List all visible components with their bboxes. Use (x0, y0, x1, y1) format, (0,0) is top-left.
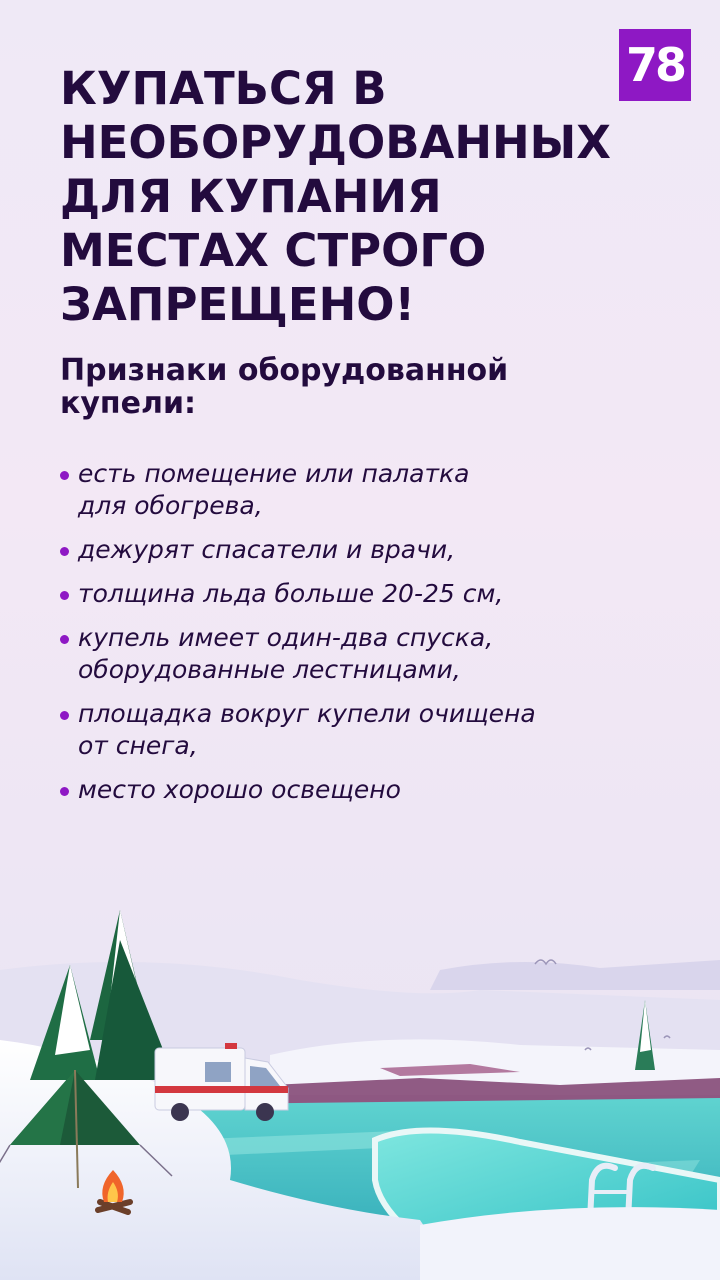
bullet-icon (60, 711, 69, 720)
title-line: ЗАПРЕЩЕНО! (60, 278, 416, 331)
subtitle-line: Признаки оборудованной (60, 353, 509, 388)
list-item-line: дежурят спасатели и врачи, (78, 535, 456, 564)
list-item (60, 534, 690, 566)
winter-scene-illustration (0, 880, 720, 1280)
list-item (60, 774, 690, 806)
list-item-line: толщина льда больше 20-25 см, (78, 579, 504, 608)
list-item (60, 578, 690, 610)
signs-list (60, 458, 690, 818)
title-line: МЕСТАХ СТРОГО (60, 224, 487, 277)
page-title (60, 62, 680, 332)
bullet-icon (60, 787, 69, 796)
list-item (60, 698, 690, 762)
title-line: НЕОБОРУДОВАННЫХ (60, 116, 611, 169)
list-item (60, 622, 690, 686)
list-item-line: площадка вокруг купели очищена (78, 699, 536, 728)
list-item-line: купель имеет один-два спуска, (78, 623, 494, 652)
section-subtitle (60, 354, 680, 420)
logo-78: 78 (619, 29, 691, 101)
list-item-line: место хорошо освещено (78, 775, 401, 804)
bullet-icon (60, 591, 69, 600)
bullet-icon (60, 547, 69, 556)
subtitle-line: купели: (60, 386, 196, 421)
bullet-icon (60, 635, 69, 644)
list-item-line: оборудованные лестницами, (78, 655, 461, 684)
list-item-line: от снега, (78, 731, 198, 760)
title-line: ДЛЯ КУПАНИЯ (60, 170, 442, 223)
list-item-line: есть помещение или палатка (78, 459, 470, 488)
list-item (60, 458, 690, 522)
title-line: КУПАТЬСЯ В (60, 62, 387, 115)
list-item-line: для обогрева, (78, 491, 263, 520)
bullet-icon (60, 471, 69, 480)
